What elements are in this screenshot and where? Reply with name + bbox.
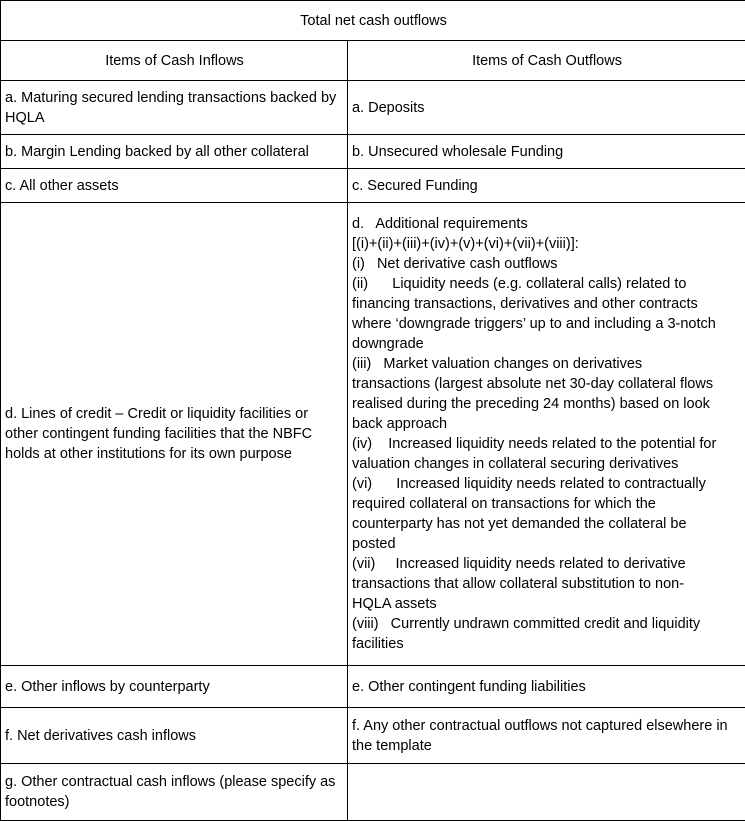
outflow-line: (vi) Increased liquidity needs related to contractually [352,476,706,492]
header-row [1,41,745,81]
outflow-line: financing transactions, derivatives and other contracts [352,296,698,312]
outflow-text: a. Deposits [352,99,425,116]
outflow-line: (vii) Increased liquidity needs related to derivative [352,556,686,572]
outflow-line: d. Additional requirements [352,216,528,232]
outflow-cell [348,203,745,666]
table-title: Total net cash outflows [1,1,745,41]
inflow-text: a. Maturing secured lending transactions backed by HQLA [5,89,337,126]
outflow-line: facilities [352,636,404,652]
outflow-line: transactions that allow collateral substitution to non- [352,576,685,592]
inflow-text: g. Other contractual cash inflows (please specify as footnotes) [5,774,336,810]
inflow-cell [1,666,348,708]
outflow-line: required collateral on transactions for which the [352,496,656,512]
outflow-text: b. Unsecured wholesale Funding [352,143,564,160]
outflow-line: where ‘downgrade triggers’ up to and including a 3-notch [352,316,716,332]
outflow-cell [348,666,745,708]
outflow-text: e. Other contingent funding liabilities [352,678,586,695]
outflow-line: (i) Net derivative cash outflows [352,256,558,272]
table-row [1,708,745,764]
outflow-line: (ii) Liquidity needs (e.g. collateral calls) related to [352,276,687,292]
inflow-cell [1,135,348,169]
outflow-cell [348,708,745,764]
inflow-text: d. Lines of credit – Credit or liquidity facilities or other contingent funding facilities that the NBFC holds at other institutions for its own purpose [5,406,313,462]
header-inflows: Items of Cash Inflows [1,41,348,81]
outflow-cell [348,135,745,169]
table-row [1,666,745,708]
inflow-text: f. Net derivatives cash inflows [5,727,196,744]
outflow-line: counterparty has not yet demanded the collateral be [352,516,687,532]
outflow-text: f. Any other contractual outflows not captured elsewhere in the template [352,717,728,754]
outflow-text: c. Secured Funding [352,177,478,194]
table-row [1,169,745,203]
outflow-line: back approach [352,416,448,432]
outflow-line: realised during the preceding 24 months) based on look [352,396,710,412]
outflow-line: transactions (largest absolute net 30-day collateral flows [352,376,714,392]
outflow-cell [348,764,745,821]
outflow-cell [348,169,745,203]
outflow-line: valuation changes in collateral securing derivatives [352,456,679,472]
outflow-line: [(i)+(ii)+(iii)+(iv)+(v)+(vi)+(vii)+(viii)]: [352,236,579,252]
header-outflows: Items of Cash Outflows [348,41,745,81]
table-row [1,81,745,135]
inflow-cell [1,203,348,666]
outflow-line: (viii) Currently undrawn committed credit and liquidity [352,616,701,632]
inflow-cell [1,81,348,135]
inflow-text: b. Margin Lending backed by all other collateral [5,143,309,160]
outflow-line: (iv) Increased liquidity needs related to the potential for [352,436,717,452]
table-row [1,203,745,666]
title-row [1,1,745,41]
inflow-cell [1,764,348,821]
outflow-line: downgrade [352,336,424,352]
outflow-line: posted [352,536,396,552]
outflow-line: HQLA assets [352,596,437,612]
table-row [1,135,745,169]
table-row [1,764,745,821]
inflow-cell [1,169,348,203]
inflow-cell [1,708,348,764]
outflow-cell [348,81,745,135]
inflow-text: e. Other inflows by counterparty [5,678,210,695]
outflow-line: (iii) Market valuation changes on derivatives [352,356,643,372]
inflow-text: c. All other assets [5,177,119,194]
